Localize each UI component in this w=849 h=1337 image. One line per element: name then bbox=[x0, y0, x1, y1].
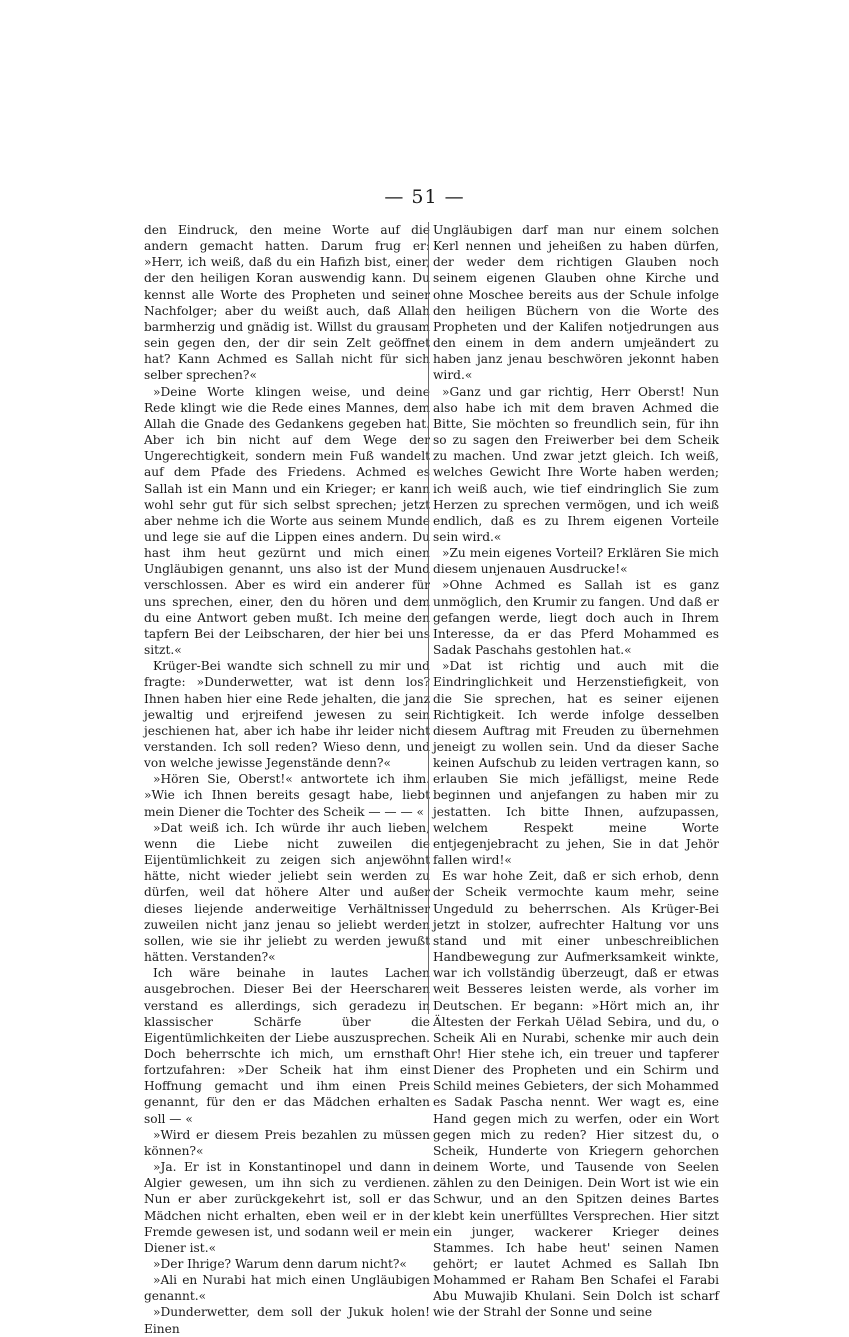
paragraph: Krüger-Bei wandte sich schnell zu mir und fragte: »Dunderwetter, wat ist denn los? Ihnen haben hier eine Rede jehalten, die janz jewaltig und erjreifend jewesen zu sein jeschienen hat, aber ich habe ihr leider nicht verstanden. Ich soll reden? Wieso denn, und von welche jewisse Jegenstände denn?« bbox=[144, 659, 430, 771]
paragraph: »Der Ihrige? Warum denn darum nicht?« bbox=[153, 1257, 407, 1271]
paragraph: Es war hohe Zeit, daß er sich erhob, denn der Scheik vermochte kaum mehr, seine Ungeduld zu beherrschen. Als Krüger-Bei jetzt in stolzer, aufrechter Haltung vor uns stand und mit einer unbeschreiblichen Handbewegung zur Aufmerksamkeit winkte, war ich vollständig überzeugt, daß er etwas weit Besseres leisten werde, als vorher im Deutschen. Er begann: »Hört mich an, ihr Ältesten der Ferkah Uëlad Sebira, und du, o Scheik Ali en Nurabi, schenke mir auch dein Ohr! Hier stehe ich, ein treuer und tapferer Diener des Propheten und ein Schirm und Schild meines Gebieters, der sich Mohammed es Sadak Pascha nennt. Wer wagt es, eine Hand gegen mich zu werfen, oder ein Wort gegen mich zu reden? Hier sitzest du, o Scheik, Hunderte von Kriegern gehorchen deinem Worte, und Tausende von Seelen zählen zu den Deinigen. Dein Wort ist wie ein Schwur, und an den Spitzen deines Bartes klebt kein unerfülltes Versprechen. Hier sitzt ein junger, wackerer Krieger deines Stammes. Ich habe heut' seinen Namen gehört; er lautet Achmed es Sallah Ibn Mohammed er Raham Ben Schafei el Farabi Abu Muwajib Khulani. Sein Dolch ist scharf wie der Strahl der Sonne und seine bbox=[433, 869, 719, 1320]
paragraph: »Zu mein eigenes Vorteil? Erklären Sie mich diesem unjenauen Ausdrucke!« bbox=[433, 546, 719, 577]
paragraph: »Dat weiß ich. Ich würde ihr auch lieben, wenn die Liebe nicht zuweilen die Eijentümlichkeit zu zeigen sich anjewöhnt hätte, nicht wieder jeliebt sein werden zu dürfen, weil dat höhere Alter und außer dieses liejende anderweitige Verhältnisser zuweilen nicht janz jenau so jeliebt werden sollen, wie sie ihr jeliebt zu werden jewußt hätten. Verstanden?« bbox=[144, 820, 430, 965]
page-number: — 51 — bbox=[384, 186, 465, 208]
paragraph: »Ganz und gar richtig, Herr Oberst! Nun also habe ich mit dem braven Achmed die Bitte, Sie möchten so freundlich sein, für ihn so zu sagen den Freiwerber bei dem Scheik zu machen. Und zwar jetzt gleich. Ich weiß, welches Gewicht Ihre Worte haben werden; ich weiß auch, wie tief eindringlich Sie zum Herzen zu sprechen vermögen, und ich weiß endlich, daß es zu Ihrem eigenen Vorteile sein wird.« bbox=[433, 384, 719, 544]
paragraph: Ich wäre beinahe in lautes Lachen ausgebrochen. Dieser Bei der Heerscharen verstand es allerdings, sich geradezu in klassischer Schärfe über die Eigentümlichkeiten der Liebe auszusprechen. Doch beherrschte ich mich, um ernsthaft fortzufahren: »Der Scheik hat ihm einst Hoffnung gemacht und ihm einen Preis genannt, für den er das Mädchen erhalten soll — « bbox=[144, 966, 430, 1126]
paragraph: »Deine Worte klingen weise, und deine Rede klingt wie die Rede eines Mannes, dem Allah die Gnade des Gedankens gegeben hat. Aber ich bin nicht auf dem Wege der Ungerechtigkeit, sondern mein Fuß wandelt auf dem Pfade des Friedens. Achmed es Sallah ist ein Mann und ein Krieger; er kann wohl sehr gut für sich selbst sprechen; jetzt aber nehme ich die Worte aus seinem Munde und lege sie auf die Lippen eines andern. Du hast ihm heut gezürnt und mich einen Ungläubigen genannt, uns also ist der Mund verschlossen. Aber es wird ein anderer für uns sprechen, einer, den du hören und dem du eine Antwort geben mußt. Ich meine den tapfern Bei der Leibscharen, der hier bei uns sitzt.« bbox=[144, 384, 430, 658]
right-column bbox=[433, 222, 719, 1321]
paragraph: »Wird er diesem Preis bezahlen zu müssen können?« bbox=[144, 1127, 430, 1158]
paragraph: »Hören Sie, Oberst!« antwortete ich ihm. »Wie ich Ihnen bereits gesagt habe, liebt mein Diener die Tochter des Scheik — — — « bbox=[144, 772, 430, 819]
paragraph: den Eindruck, den meine Worte auf die andern gemacht hatten. Darum frug er: »Herr, ich weiß, daß du ein Hafizh bist, einer, der den heiligen Koran auswendig kann. Du kennst alle Worte des Propheten und seiner Nachfolger; aber du weißt auch, daß Allah barmherzig und gnädig ist. Willst du grausam sein gegen den, der dir sein Zelt geöffnet hat? Kann Achmed es Sallah nicht für sich selber sprechen?« bbox=[144, 223, 430, 383]
paragraph: »Ja. Er ist in Konstantinopel und dann in Algier gewesen, um ihn sich zu verdienen. Nun er aber zurückgekehrt ist, soll er das Mädchen nicht erhalten, eben weil er in der Fremde gewesen ist, und sodann weil er mein Diener ist.« bbox=[144, 1160, 430, 1255]
column-divider bbox=[428, 222, 429, 1014]
paragraph: Ungläubigen darf man nur einem solchen Kerl nennen und jeheißen zu haben dürfen, der weder dem richtigen Glauben noch seinem eigenen Glauben ohne Kirche und ohne Moschee bereits aus der Schule infolge den heiligen Büchern von die Worte des Propheten und der Kalifen notjedrungen aus den einem in dem andern umjeändert zu haben janz jenau beschwören jekonnt haben wird.« bbox=[433, 223, 719, 383]
paragraph: »Dunderwetter, dem soll der Jukuk holen! Einen bbox=[144, 1305, 430, 1336]
paragraph: »Ohne Achmed es Sallah ist es ganz unmöglich, den Krumir zu fangen. Und daß er gefangen werde, liegt doch auch in Ihrem Interesse, da er das Pferd Mohammed es Sadak Paschahs gestohlen hat.« bbox=[433, 578, 719, 658]
left-column bbox=[144, 222, 430, 1337]
paragraph: »Dat ist richtig und auch mit die Eindringlichkeit und Herzenstiefigkeit, von die Sie sprechen, hat es seiner eijenen Richtigkeit. Ich werde infolge desselben diesem Auftrag mit Freuden zu übernehmen jeneigt zu wollen sein. Und da dieser Sache keinen Aufschub zu leiden vertragen kann, so erlauben Sie mich jefälligst, meine Rede beginnen und anjefangen zu haben mir zu jestatten. Ich bitte Ihnen, aufzupassen, welchem Respekt meine Worte entjegenjebracht zu jehen, Sie in dat Jehör fallen wird!« bbox=[433, 659, 719, 868]
paragraph: »Ali en Nurabi hat mich einen Ungläubigen genannt.« bbox=[144, 1273, 430, 1304]
